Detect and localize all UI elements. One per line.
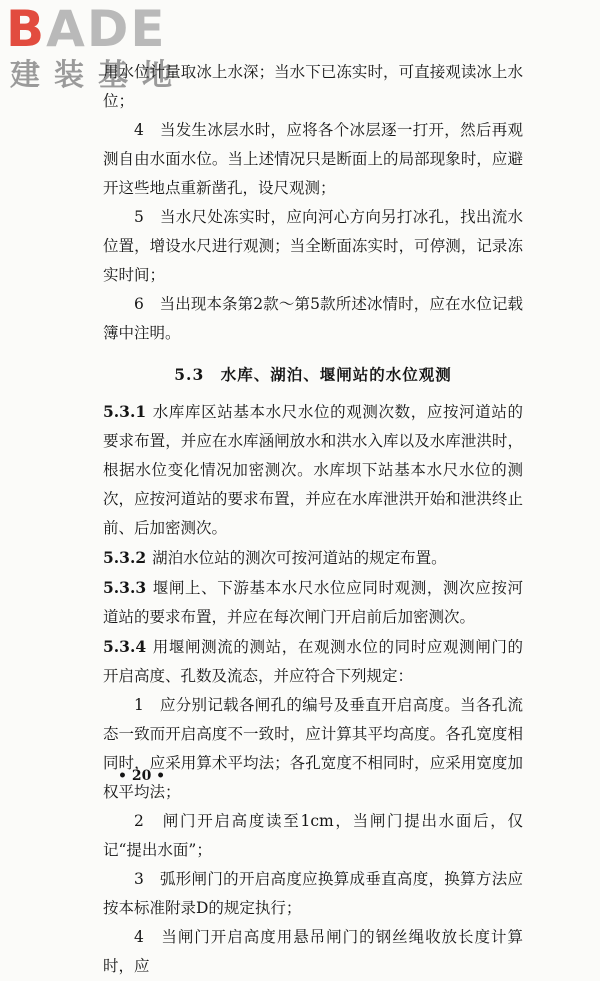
clause-text: 湖泊水位站的测次可按河道站的规定布置。 bbox=[152, 549, 447, 567]
list-item-1: 1 应分别记载各闸孔的编号及垂直开启高度。当各孔流态一致而开启高度不一致时，应计算其平均高度。各孔宽度相同时，应采用算术平均法；各孔宽度不相同时，应采用宽度加权平均法； bbox=[103, 696, 523, 801]
paragraph-item-6: 6 当出现本条第2款～第5款所述冰情时，应在水位记载簿中注明。 bbox=[103, 295, 523, 342]
clause-number: 5.3.3 bbox=[103, 578, 147, 597]
list-item-2: 2 闸门开启高度读至1cm，当闸门提出水面后，仅记“提出水面”； bbox=[103, 812, 523, 859]
clause-5-3-4 bbox=[103, 632, 523, 691]
clause-number: 5.3.2 bbox=[103, 548, 147, 567]
paragraph-item-5: 5 当水尺处冻实时，应向河心方向另打冰孔，找出流水位置，增设水尺进行观测；当全断面冻实时，可停测，记录冻实时间； bbox=[103, 208, 523, 284]
paragraph-item-4: 4 当发生冰层水时，应将各个冰层逐一打开，然后再观测自由水面水位。当上述情况只是断面上的局部现象时，应避开这些地点重新凿孔，设尺观测； bbox=[103, 121, 523, 197]
section-heading: 5.3 水库、湖泊、堰闸站的水位观测 bbox=[174, 365, 452, 384]
document-page bbox=[103, 58, 523, 981]
list-item-3: 3 弧形闸门的开启高度应换算成垂直高度，换算方法应按本标准附录D的规定执行； bbox=[103, 870, 523, 917]
list-item-4: 4 当闸门开启高度用悬吊闸门的钢丝绳收放长度计算时，应 bbox=[103, 928, 523, 975]
clause-number: 5.3.1 bbox=[103, 402, 147, 421]
clause-5-3-3 bbox=[103, 573, 523, 632]
clause-5-3-2 bbox=[103, 543, 523, 573]
logo-subtitle: 建装基地 bbox=[10, 58, 186, 93]
logo-accent-letter: B bbox=[6, 0, 47, 58]
clause-5-3-1 bbox=[103, 397, 523, 543]
logo-wordmark bbox=[6, 2, 166, 56]
logo-wordmark-rest: ADE bbox=[46, 0, 167, 58]
clause-text: 堰闸上、下游基本水尺水位应同时观测，测次应按河道站的要求布置，并应在每次闸门开启前后加密测次。 bbox=[103, 579, 523, 626]
clause-text: 水库库区站基本水尺水位的观测次数，应按河道站的要求布置，并应在水库涵闸放水和洪水入库以及水库泄洪时，根据水位变化情况加密测次。水库坝下站基本水尺水位的测次，应按河道站的要求布置，并应在水库泄洪开始和泄洪终止前、后加密测次。 bbox=[103, 403, 523, 537]
page-number: • 20 • bbox=[118, 768, 166, 784]
clause-text: 用堰闸测流的测站，在观测水位的同时应观测闸门的开启高度、孔数及流态，并应符合下列规定： bbox=[103, 638, 523, 685]
clause-number: 5.3.4 bbox=[103, 637, 147, 656]
paragraph-continuation: 用水位计量取冰上水深；当水下已冻实时，可直接观读冰上水位； bbox=[103, 63, 523, 110]
